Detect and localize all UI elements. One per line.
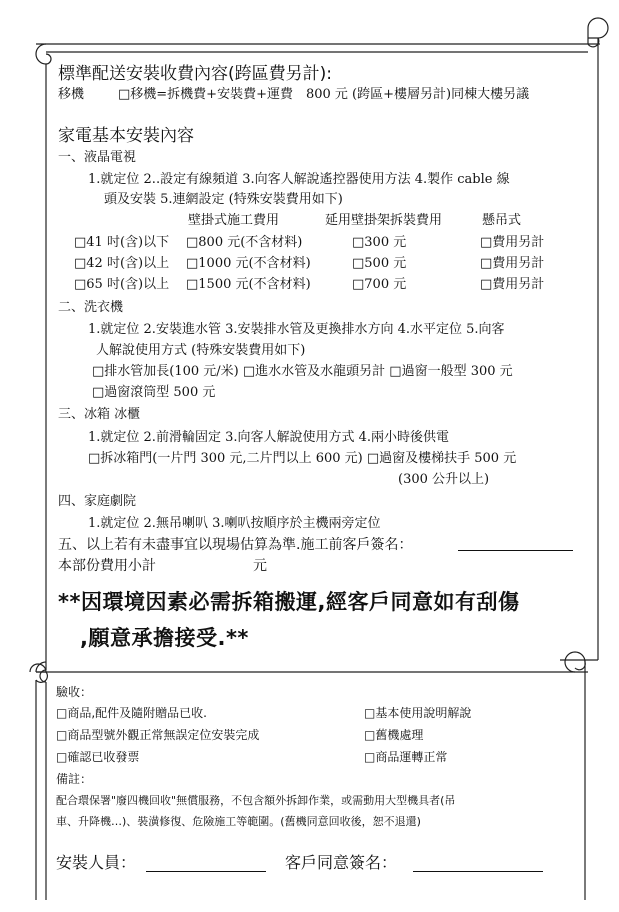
- remark-line2: 車、升降機…)、裝潢修復、危險施工等範圍。(舊機同意回收後，恕不退還): [56, 815, 421, 828]
- acceptance-item[interactable]: □基本使用說明解說: [364, 706, 472, 720]
- warning-line2: ,願意承擔接受.**: [80, 626, 249, 650]
- tv-col-wall: 壁掛式施工費用: [188, 213, 280, 228]
- tv-row-size: □41 吋(含)以下: [74, 235, 170, 250]
- washer-line1: 1.就定位 2.安裝進水管 3.安裝排水管及更換排水方向 4.水平定位 5.向客: [88, 322, 505, 337]
- washer-heading: 二、洗衣機: [58, 300, 124, 315]
- customer-sign-label: 客戶同意簽名：: [285, 853, 398, 872]
- fridge-line2: □拆冰箱門(一片門 300 元,二片門以上 600 元) □過窗及樓梯扶手 500 元: [88, 451, 517, 466]
- installer-label: 安裝人員：: [56, 853, 137, 872]
- fridge-line3: (300 公升以上): [398, 472, 490, 487]
- tv-row-hang: □費用另計: [480, 256, 545, 271]
- subtotal-label: 本部份費用小計: [58, 558, 156, 574]
- acceptance-item[interactable]: □商品型號外觀正常無誤定位安裝完成: [56, 728, 260, 742]
- acceptance-item[interactable]: □舊機處理: [364, 728, 424, 742]
- washer-line4: □過窗滾筒型 500 元: [92, 385, 216, 400]
- customer-presign-note: [58, 535, 412, 555]
- tv-row-size: □65 吋(含)以上: [74, 277, 170, 292]
- theater-heading: 四、家庭劇院: [58, 494, 137, 509]
- tv-row-hang: □費用另計: [480, 235, 545, 250]
- move-label: 移機: [58, 87, 85, 102]
- washer-line2: 人解說使用方式 (特殊安裝費用如下): [96, 343, 306, 358]
- acceptance-item[interactable]: □商品運轉正常: [364, 750, 448, 764]
- note5-text: 五、以上若有未盡事宜以現場估算為準.施工前客戶簽名：: [58, 537, 413, 553]
- basic-install-title: 家電基本安裝內容: [58, 126, 194, 146]
- customer-signature-line[interactable]: [413, 871, 543, 872]
- acceptance-item[interactable]: □商品,配件及隨附贈品已收.: [56, 706, 207, 720]
- warning-line1: **因環境因素必需拆箱搬運,經客戶同意如有刮傷: [58, 590, 520, 614]
- remark-title: 備註：: [56, 772, 93, 786]
- acceptance-item[interactable]: □確認已收發票: [56, 750, 140, 764]
- remark-line1: 配合環保署"廢四機回收"無償服務，不包含額外拆卸作業，或需動用大型機具者(吊: [56, 794, 456, 807]
- tv-row-reuse: □500 元: [352, 256, 407, 271]
- subtotal-unit: 元: [253, 558, 267, 574]
- tv-row-wall: □800 元(不含材料): [186, 235, 303, 250]
- tv-row-wall: □1500 元(不含材料): [186, 277, 311, 292]
- tv-heading: 一、液晶電視: [58, 150, 137, 165]
- tv-row-hang: □費用另計: [480, 277, 545, 292]
- fridge-line1: 1.就定位 2.前滑輪固定 3.向客人解說使用方式 4.兩小時後供電: [88, 430, 450, 445]
- installer-signature-line[interactable]: [146, 871, 266, 872]
- tv-line1: 1.就定位 2..設定有線頻道 3.向客人解說遙控器使用方法 4.製作 cable 線: [88, 172, 510, 187]
- move-text: □移機=拆機費+安裝費+運費 800 元 (跨區+樓層另計)同棟大樓另議: [118, 87, 530, 102]
- acceptance-title: 驗收：: [56, 685, 93, 699]
- tv-col-reuse: 延用壁掛架拆裝費用: [325, 213, 443, 228]
- tv-line2: 頭及安裝 5.連網設定 (特殊安裝費用如下): [104, 192, 343, 207]
- tv-col-hang: 懸吊式: [482, 213, 522, 228]
- tv-row-size: □42 吋(含)以上: [74, 256, 170, 271]
- pricing-title: 標準配送安裝收費內容(跨區費另計):: [58, 64, 332, 84]
- tv-row-reuse: □300 元: [352, 235, 407, 250]
- washer-line3: □排水管加長(100 元/米) □進水水管及水龍頭另計 □過窗一般型 300 元: [92, 364, 513, 379]
- tv-row-reuse: □700 元: [352, 277, 407, 292]
- fridge-heading: 三、冰箱 冰櫃: [58, 407, 141, 422]
- theater-line1: 1.就定位 2.無吊喇叭 3.喇叭按順序於主機兩旁定位: [88, 516, 381, 531]
- presign-line[interactable]: [458, 550, 573, 551]
- tv-row-wall: □1000 元(不含材料): [186, 256, 311, 271]
